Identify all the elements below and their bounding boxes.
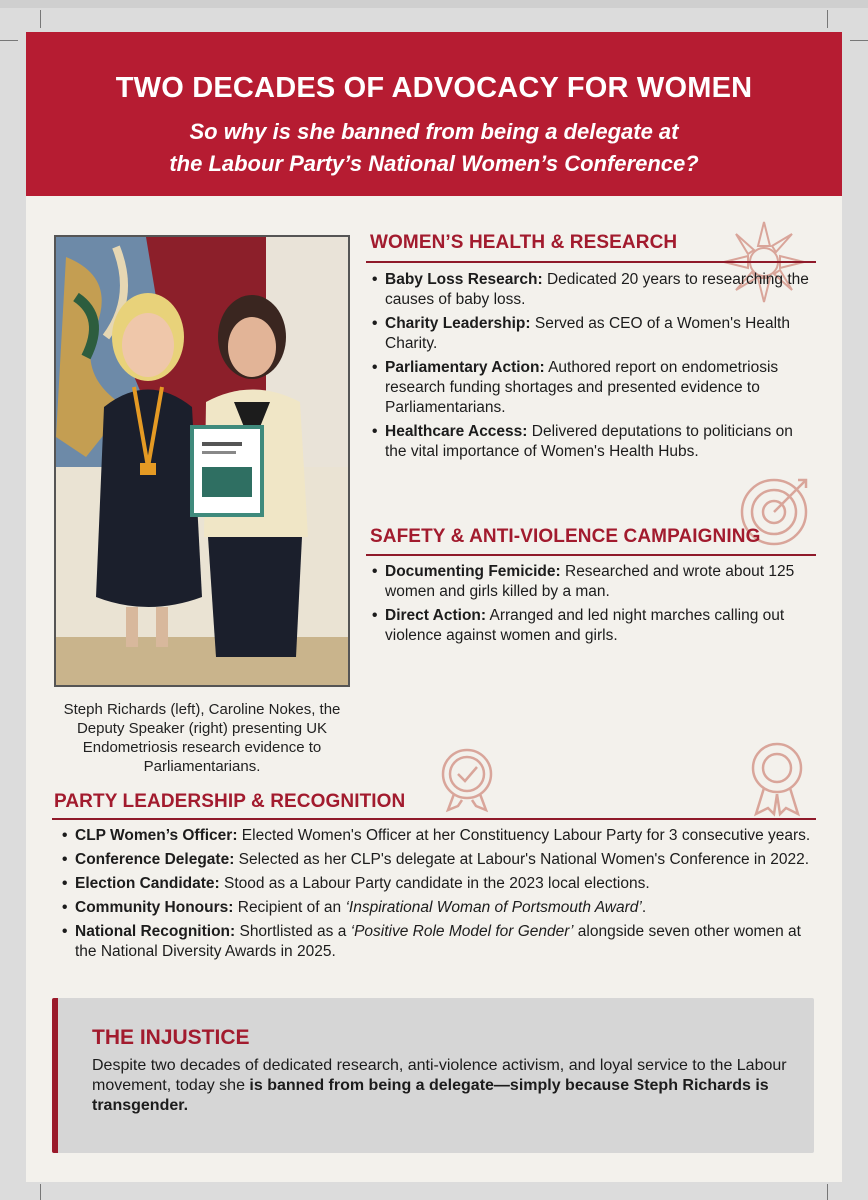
- item-label: Baby Loss Research:: [385, 271, 543, 288]
- party-list: [62, 826, 822, 966]
- item-label: Parliamentary Action:: [385, 359, 545, 376]
- item-text: Selected as her CLP's delegate at Labour's National Women's Conference in 2022.: [234, 851, 810, 868]
- item-label: Election Candidate:: [75, 875, 220, 892]
- item-text-end: .: [641, 899, 647, 916]
- item-label: Community Honours:: [75, 899, 234, 916]
- crop-mark-tl: [40, 10, 41, 28]
- crop-mark-tl-h: [0, 40, 18, 41]
- section-title-health: WOMEN’S HEALTH & RESEARCH: [370, 232, 678, 253]
- subtitle-line-2: the Labour Party’s National Women’s Conference?: [169, 151, 699, 176]
- item-award-name: ‘Inspirational Woman of Portsmouth Award’: [345, 899, 642, 916]
- item-text: Delivered deputations to politicians on the vital importance of Women's Health Hubs.: [385, 423, 793, 460]
- item-label: National Recognition:: [75, 923, 236, 940]
- section-rule-safety: [366, 554, 816, 556]
- flyer-page: [26, 32, 842, 1182]
- injustice-emphasis: is banned from being a delegate—simply because Steph Richards is transgender.: [92, 1077, 769, 1114]
- list-item: [62, 874, 822, 894]
- item-award-name: ‘Positive Role Model for Gender’: [350, 923, 574, 940]
- item-text-end: alongside seven other women at the National Diversity Awards in 2025.: [75, 923, 801, 960]
- item-text: Recipient of an: [233, 899, 346, 916]
- item-text: Arranged and led night marches calling out violence against women and girls.: [385, 607, 785, 644]
- injustice-panel: [52, 998, 814, 1153]
- page-subtitle: [26, 116, 842, 180]
- item-label: Direct Action:: [385, 607, 487, 624]
- crop-mark-bl: [40, 1184, 41, 1200]
- subtitle-line-1: So why is she banned from being a delegate at: [189, 119, 679, 144]
- crop-mark-br: [827, 1184, 828, 1200]
- top-bar: [0, 0, 868, 8]
- item-label: Charity Leadership:: [385, 315, 531, 332]
- list-item: [372, 422, 812, 462]
- photo-caption: Steph Richards (left), Caroline Nokes, the Deputy Speaker (right) presenting UK Endometriosis research evidence to Parliamentarians.: [63, 701, 341, 775]
- health-list: [372, 270, 812, 466]
- safety-list: [372, 562, 812, 650]
- item-label: Healthcare Access:: [385, 423, 528, 440]
- section-title-party: PARTY LEADERSHIP & RECOGNITION: [54, 791, 406, 812]
- injustice-body: Despite two decades of dedicated research, anti-violence activism, and loyal service to the Labour movement, today she: [92, 1057, 787, 1094]
- item-text: Dedicated 20 years to researching the causes of baby loss.: [385, 271, 809, 308]
- item-text: Served as CEO of a Women's Health Charity.: [385, 315, 790, 352]
- item-text: Stood as a Labour Party candidate in the 2023 local elections.: [219, 875, 650, 892]
- injustice-title: THE INJUSTICE: [92, 1026, 250, 1049]
- list-item: [372, 270, 812, 310]
- portrait-photo: [54, 235, 350, 687]
- item-text: Elected Women's Officer at her Constituency Labour Party for 3 consecutive years.: [237, 827, 811, 844]
- item-label: Conference Delegate:: [75, 851, 235, 868]
- list-item: [372, 358, 812, 418]
- item-label: Documenting Femicide:: [385, 563, 561, 580]
- list-item: [372, 314, 812, 354]
- list-item: [62, 898, 822, 918]
- list-item: [62, 850, 822, 870]
- section-rule-party: [52, 818, 816, 820]
- check-badge-icon: [434, 744, 500, 814]
- photo-illustration: [56, 237, 348, 685]
- page-title: TWO DECADES OF ADVOCACY FOR WOMEN: [115, 72, 753, 104]
- list-item: [62, 922, 822, 962]
- crop-mark-tr-h: [850, 40, 868, 41]
- list-item: [372, 562, 812, 602]
- section-title-safety: SAFETY & ANTI-VIOLENCE CAMPAIGNING: [370, 526, 761, 547]
- injustice-text: [92, 1056, 792, 1116]
- item-text: Researched and wrote about 125 women and girls killed by a man.: [385, 563, 795, 600]
- section-rule-health: [366, 261, 816, 263]
- item-text: Authored report on endometriosis research funding shortages and presented evidence to Parliamentarians.: [385, 359, 779, 416]
- header-banner: [26, 32, 842, 196]
- crop-mark-tr: [827, 10, 828, 28]
- list-item: [372, 606, 812, 646]
- item-label: CLP Women’s Officer:: [75, 827, 238, 844]
- list-item: [62, 826, 822, 846]
- item-text: Shortlisted as a: [235, 923, 351, 940]
- award-ribbon-icon: [744, 738, 810, 818]
